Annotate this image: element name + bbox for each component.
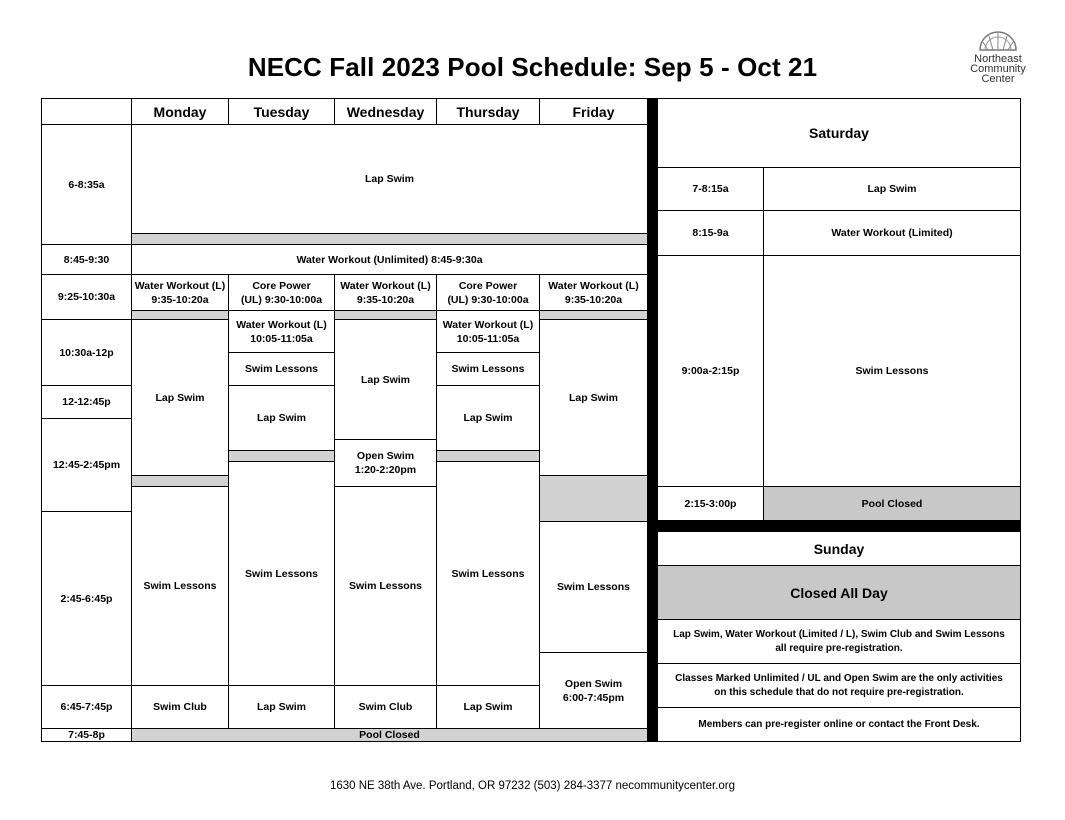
gap-cell [539,475,648,522]
time-slot: 2:15-3:00p [657,486,764,521]
time-slot: 8:45-9:30 [41,244,132,275]
activity-swim-lessons: Swim Lessons [228,352,335,386]
note-no-registration: Classes Marked Unlimited / UL and Open Swim are the only activities on this schedule that do not require pre-registration. [657,663,1021,708]
time-slot: 2:45-6:45p [41,511,132,686]
logo-line-2: Community [970,63,1026,75]
day-header-saturday: Saturday [657,98,1021,168]
activity-open-swim: Open Swim 1:20-2:20pm [334,439,437,487]
page-title: NECC Fall 2023 Pool Schedule: Sep 5 - Oct 21 [247,52,818,82]
activity-water-workout-unlimited: Water Workout (Unlimited) 8:45-9:30a [131,244,648,275]
time-slot: 6:45-7:45p [41,685,132,729]
activity-lap-swim: Lap Swim [436,685,540,729]
note-pre-registration: Lap Swim, Water Workout (Limited / L), Swim Club and Swim Lessons all require pre-registration. [657,619,1021,664]
time-slot: 9:25-10:30a [41,274,132,320]
activity-core-power: Core Power (UL) 9:30-10:00a [436,274,540,311]
activity-lap-swim: Lap Swim [131,319,229,476]
activity-swim-lessons: Swim Lessons [334,486,437,686]
day-header-wednesday: Wednesday [334,98,437,125]
activity-core-power: Core Power (UL) 9:30-10:00a [228,274,335,311]
activity-lap-swim: Lap Swim [539,319,648,476]
day-header-monday: Monday [131,98,229,125]
time-slot: 12:45-2:45pm [41,418,132,512]
activity-lap-swim: Lap Swim [228,385,335,451]
activity-water-workout: Water Workout (L) 10:05-11:05a [228,310,335,353]
activity-lap-swim: Lap Swim [228,685,335,729]
activity-water-workout: Water Workout (L) 9:35-10:20a [539,274,648,311]
activity-pool-closed: Pool Closed [763,486,1021,521]
time-slot: 7:45-8p [41,728,132,742]
logo-text [958,54,1038,84]
time-slot: 6-8:35a [41,124,132,245]
activity-open-swim: Open Swim 6:00-7:45pm [539,652,648,729]
day-header-tuesday: Tuesday [228,98,335,125]
footer-address: 1630 NE 38th Ave. Portland, OR 97232 (503) 284-3377 necommunitycenter.org [329,780,736,792]
activity-swim-club: Swim Club [334,685,437,729]
activity-swim-club: Swim Club [131,685,229,729]
day-header-friday: Friday [539,98,648,125]
activity-swim-lessons: Swim Lessons [131,486,229,686]
activity-lap-swim: Lap Swim [436,385,540,451]
activity-swim-lessons: Swim Lessons [228,461,335,686]
logo-line-1: Northeast [974,53,1022,65]
activity-water-workout: Water Workout (L) 9:35-10:20a [334,274,437,311]
time-slot: 9:00a-2:15p [657,255,764,487]
note-front-desk: Members can pre-register online or contact the Front Desk. [657,707,1021,742]
time-slot: 7-8:15a [657,167,764,211]
day-header-thursday: Thursday [436,98,540,125]
activity-swim-lessons: Swim Lessons [436,352,540,386]
logo-line-3: Center [981,73,1015,85]
activity-lap-swim: Lap Swim [131,124,648,234]
activity-water-workout: Water Workout (L) 10:05-11:05a [436,310,540,353]
activity-water-workout: Water Workout (Limited) [763,210,1021,256]
activity-swim-lessons: Swim Lessons [436,461,540,686]
activity-lap-swim: Lap Swim [334,319,437,440]
activity-pool-closed: Pool Closed [131,728,648,742]
activity-water-workout: Water Workout (L) 9:35-10:20a [131,274,229,311]
activity-swim-lessons: Swim Lessons [539,521,648,653]
activity-swim-lessons: Swim Lessons [763,255,1021,487]
time-slot: 12-12:45p [41,385,132,419]
sunday-closed-status: Closed All Day [657,565,1021,620]
corner-cell [41,98,132,125]
activity-lap-swim: Lap Swim [763,167,1021,211]
day-header-sunday: Sunday [657,531,1021,566]
time-slot: 10:30a-12p [41,319,132,386]
time-slot: 8:15-9a [657,210,764,256]
